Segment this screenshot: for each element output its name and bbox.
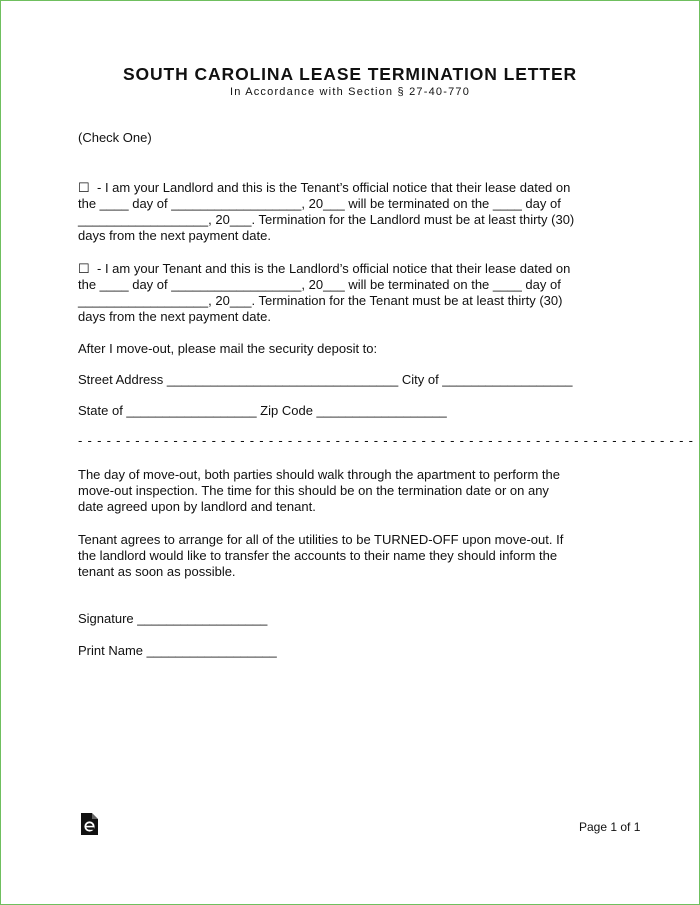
- landlord-option-line-3: __________________, 20___. Termination for the Landlord must be at least thirty (30): [78, 212, 575, 227]
- page-number: Page 1 of 1: [579, 820, 641, 834]
- tenant-option-line-4: days from the next payment date.: [78, 309, 271, 324]
- deposit-intro: After I move-out, please mail the security deposit to:: [78, 341, 378, 356]
- street-address-field[interactable]: Street Address ________________________________ City of __________________: [78, 372, 573, 387]
- cut-separator: - - - - - - - - - - - - - - - - - - - - - - - - - - - - - - - - - - - - - - - - - - - - - - - - - - - - - - - - - - - - - - - - -: [78, 433, 694, 448]
- check-one-label: (Check One): [78, 130, 152, 145]
- landlord-option-line-4: days from the next payment date.: [78, 228, 271, 243]
- inspection-line-1: The day of move-out, both parties should walk through the apartment to perform the: [78, 467, 560, 482]
- landlord-option-line-2: the ____ day of __________________, 20___ will be terminated on the ____ day of: [78, 196, 561, 211]
- inspection-line-3: date agreed upon by landlord and tenant.: [78, 499, 316, 514]
- landlord-option-line-1: - I am your Landlord and this is the Tenant’s official notice that their lease dated on: [97, 180, 571, 195]
- tenant-option-line-1: - I am your Tenant and this is the Landlord’s official notice that their lease dated on: [97, 261, 571, 276]
- utilities-line-1: Tenant agrees to arrange for all of the utilities to be TURNED-OFF upon move-out. If: [78, 532, 564, 547]
- signature-field[interactable]: Signature __________________: [78, 611, 268, 626]
- print-name-field[interactable]: Print Name __________________: [78, 643, 277, 658]
- landlord-checkbox[interactable]: ☐: [78, 180, 90, 195]
- state-zip-field[interactable]: State of __________________ Zip Code __________________: [78, 403, 447, 418]
- document-title: SOUTH CAROLINA LEASE TERMINATION LETTER: [122, 64, 578, 84]
- tenant-checkbox[interactable]: ☐: [78, 261, 90, 276]
- document-subtitle: In Accordance with Section § 27-40-770: [229, 86, 471, 98]
- tenant-option-line-2: the ____ day of __________________, 20___ will be terminated on the ____ day of: [78, 277, 561, 292]
- tenant-option-line-3: __________________, 20___. Termination for the Tenant must be at least thirty (30): [78, 293, 563, 308]
- utilities-line-3: tenant as soon as possible.: [78, 564, 236, 579]
- eforms-logo-icon: [81, 813, 98, 835]
- inspection-line-2: move-out inspection. The time for this should be on the termination date or on any: [78, 483, 549, 498]
- utilities-line-2: the landlord would like to transfer the accounts to their name they should inform the: [78, 548, 558, 563]
